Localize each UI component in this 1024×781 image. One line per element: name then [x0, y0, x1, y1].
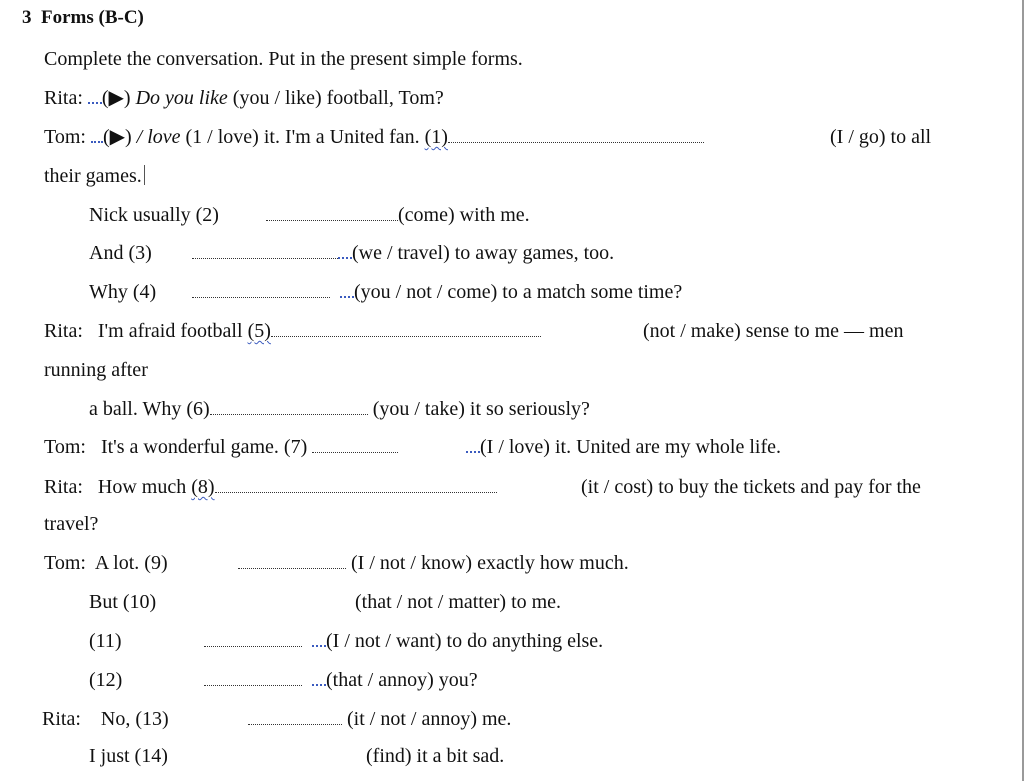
exercise-heading: [22, 6, 144, 30]
lead-text: Why (4): [89, 281, 157, 303]
lead-text: I'm afraid football: [97, 320, 243, 342]
line-11: [44, 475, 497, 499]
speaker-rita: Rita:: [44, 320, 83, 342]
hint-text: (I / not / know) exactly how much.: [351, 552, 629, 574]
line-16-answer: [204, 668, 478, 692]
example-marker: (▶): [101, 87, 131, 109]
speaker-rita: Rita:: [42, 708, 81, 730]
line-10-hint: [466, 435, 781, 459]
line-17: [42, 707, 169, 731]
example-answer: / love: [136, 126, 181, 148]
spell-squiggle: [312, 684, 326, 686]
hint-text: (it / not / annoy) me.: [347, 708, 512, 730]
speaker-tom: Tom:: [44, 436, 86, 458]
line-4-answer: [266, 203, 530, 227]
lead-text: (11): [89, 630, 122, 652]
answer-blank-7[interactable]: [312, 438, 398, 453]
answer-blank-5[interactable]: [271, 322, 541, 337]
lead-text: It's a wonderful game. (7): [100, 436, 308, 458]
line-10: [44, 435, 398, 459]
line-9: [89, 397, 590, 421]
exercise-title: Forms (B-C): [41, 7, 144, 28]
line-2: [44, 125, 704, 149]
continuation-text: travel?: [44, 513, 99, 535]
item-number: (8): [191, 476, 215, 498]
speaker-tom: Tom:: [44, 552, 86, 574]
line-5-answer: [192, 241, 614, 265]
hint-text: (it / cost) to buy the tickets and pay for the: [581, 476, 921, 498]
exercise-number: 3: [22, 7, 32, 28]
hint-text: (I / go) to all: [830, 126, 932, 148]
hint-text: (1 / love) it. I'm a United fan.: [185, 126, 420, 148]
hint-text: (not / make) sense to me — men: [643, 320, 904, 342]
answer-blank-8[interactable]: [215, 478, 497, 493]
hint-text: (come) with me.: [398, 204, 530, 226]
lead-text: And (3): [89, 242, 152, 264]
lead-text: a ball. Why (6): [89, 398, 210, 420]
hint-text: (that / annoy) you?: [326, 669, 478, 691]
spell-squiggle: [88, 102, 102, 104]
spell-squiggle: [338, 257, 352, 259]
answer-blank-12[interactable]: [204, 671, 302, 686]
hint-text: (that / not / matter) to me.: [355, 591, 562, 613]
answer-blank-9[interactable]: [238, 554, 346, 569]
line-1: [44, 86, 444, 110]
hint-text: (you / like) football, Tom?: [232, 87, 444, 109]
instruction: Complete the conversation. Put in the present simple forms.: [44, 48, 523, 70]
hint-text: (you / not / come) to a match some time?: [354, 281, 683, 303]
text-cursor: [144, 165, 145, 185]
hint-text: (I / love) it. United are my whole life.: [480, 436, 782, 458]
spell-squiggle: [312, 645, 326, 647]
answer-blank-6[interactable]: [210, 400, 368, 415]
hint-text: (we / travel) to away games, too.: [352, 242, 615, 264]
answer-blank-1[interactable]: [448, 128, 704, 143]
answer-blank-11[interactable]: [204, 632, 302, 647]
line-6-answer: [192, 280, 682, 304]
line-7: [44, 319, 541, 343]
speaker-rita: Rita:: [44, 476, 83, 498]
hint-text: (you / take) it so seriously?: [372, 398, 590, 420]
speaker-tom: Tom:: [44, 126, 86, 148]
answer-blank-13[interactable]: [248, 710, 342, 725]
line-13: [44, 551, 168, 575]
spell-squiggle: [340, 296, 354, 298]
item-number: (5): [247, 320, 271, 342]
lead-text: How much: [97, 476, 187, 498]
spell-squiggle: [91, 141, 103, 143]
lead-text: Nick usually (2): [89, 204, 219, 226]
answer-blank-4[interactable]: [192, 283, 330, 298]
lead-text: But (10): [89, 591, 157, 613]
hint-text: (find) it a bit sad.: [366, 745, 505, 767]
example-marker: (▶): [102, 126, 132, 148]
lead-text: I just (14): [89, 745, 168, 767]
line-13-answer: [238, 551, 629, 575]
answer-blank-2[interactable]: [266, 206, 398, 221]
continuation-text: their games.: [44, 165, 142, 187]
line-3: [44, 164, 145, 188]
spell-squiggle: [466, 451, 480, 453]
answer-blank-3[interactable]: [192, 244, 338, 259]
lead-text: (12): [89, 669, 123, 691]
continuation-text: running after: [44, 359, 148, 381]
lead-text: No, (13): [100, 708, 169, 730]
hint-text: (I / not / want) to do anything else.: [326, 630, 604, 652]
lead-text: A lot. (9): [94, 552, 168, 574]
item-number: (1): [424, 126, 448, 148]
example-answer: Do you like: [135, 87, 228, 109]
speaker-rita: Rita:: [44, 87, 83, 109]
line-15-answer: [204, 629, 603, 653]
line-17-answer: [248, 707, 511, 731]
